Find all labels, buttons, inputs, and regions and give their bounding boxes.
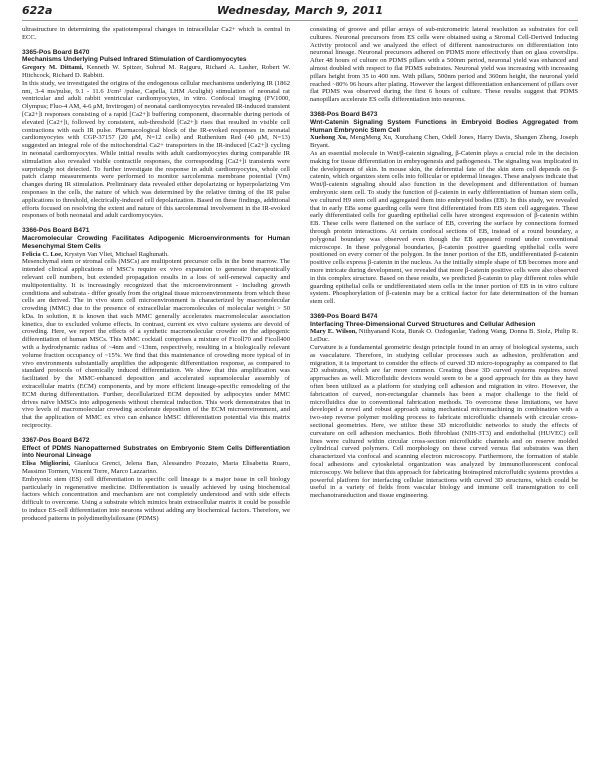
other-authors: Kenneth W. Spitzer, Suhrud M. Rajguru, Richard A. Lasher, Robert W. Hitchcock, Richard D. Rabbitt. (22, 64, 290, 79)
abstract-id: 3366-Pos Board B471 (22, 227, 90, 235)
other-authors: MengMeng Xu, Xunzhang Chen, Odell Jones, Harry Davis, Shangen Zheng, Joseph Bryant. (310, 134, 578, 150)
abstract-body: Curvature is a fundamental geometric design principle found in an array of biological systems, such as vasculature. Therefore, in studying cellular processes such as adhesion, proliferation and migration, it is important to consider the effects of curved 3D micro-topography as compared to flat 2D substrates, which are far more common. Creating these 3D curved systems requires novel approaches as well. Microfluidic devices would seem to be a good approach for this as they have often been utilized as a platform for studying cell adhesion and migration in vitro. However, the fabrication of curved, non-rectangular channels has been a major challenge to the field of microfluidics due to conventional fabrication methods. To overcome these limitations, we have developed a novel and robust approach using mechanical micromachining in combination with a two-step reverse polymer molding process to fabricate microfluidic channels with circular cross-sectional geometries. Here, we utilize these 3D microfluidic networks to study the effects of curvature on cell adhesion mechanics. Both fibroblast (NIH-3T3) and endothelial (HUVEC) cell lines were cultured within circular cross-section microfluidic channels and on reserve molded cylindrical curved polymers. Cell morphology on these curved versus flat substrates was then characterized via confocal and scanning electron microscopy. Furthermore, the formation of stable focal adhesions and cytoskeletal organization was analyzed by immunofluorescent confocal microscopy. We believe that this approach for fabricating bioinspired microfluidic systems provides a powerful platform for interfacing cellular interactions with curved 3D structures, which could be useful in a variety of fields from vascular biology and immune cell transmigration to cell mechanotransduction and tissue engineering. (310, 344, 578, 500)
abstract-id: 3368-Pos Board B473 (310, 110, 378, 118)
abstract-title: Mechanisms Underlying Pulsed Infrared Stimulation of Cardiomyocytes (22, 56, 247, 64)
abstract-title: Macromolecular Crowding Facilitates Adipogenic Microenvironments for Human Mesenchymal Stem Cells (22, 234, 290, 250)
abstract-3367 (22, 437, 290, 523)
abstract-id: 3365-Pos Board B470 (22, 48, 90, 56)
abstract-body: As an essential molecule in Wnt/β-catenin signaling, β-Catenin plays a crucial role in the decision making for tissue differentiation in embryogenesis and pathogenesis. The signaling was implicated in the development of skin. In mouse skin, the deferential fate of the skin stem cell depends on β-catenin, which organizes stem cells into follicular or epidermal lineages. These analyses indicate that Wnt/β-catenin signaling should also function in the development and differentiation of human embryonic stem cell. To study the function of β-catenin in early differentiation of human stem cells, we cultured H9 stem cell and aggregated them into embryoid bodies (EB). In this study, we revealed that in early EBs some guarding cells were first differentiated from EB stem cell aggregates. These early differentiated cells for guarding epithelial cells have strongest expression of β-catenin within EB. These cells were flattened on the surface of EB, covering the surface by connections formed through protein interactions. At certain confocal sections of EB, instead of a round boundary, a polygonal boundary was observed even though the EB appeared round under conventional microscope. In these polygonal boundaries, β-catenin positive guarding epithelial cells were positioned on every corner of the polygon. In the inner portion of the EB, undifferentiated β-catenin positive cells express β-catenin in the nucleus. As the initially simple shape of EB becomes more and more intricate during development, we revealed that more β-catenin positive cells were also observed in this complex structure. Based on these results, we predicted β-catenin to play different roles while guarding epithelial cells or undifferentiated stem cells in the inner portion of EB in in vitro culture system. Phosphorylation of β-catenin may be a critical factor for fate determination of the human stem cell. (310, 149, 578, 306)
header-date: Wednesday, March 9, 2011 (216, 4, 384, 17)
abstract-title: Wnt-Catenin Signaling System Functions in Embryoid Bodies Aggregated from Human Embryonic Stem Cell (310, 118, 578, 134)
left-intro-text: ultrastructure in determining the spatiotemporal changes in intracellular Ca2+ which is central in ECC. (22, 26, 290, 41)
abstract-authors (22, 64, 290, 80)
first-author: Xuehong Xu, (310, 134, 348, 142)
right-intro-text: consisting of groove and pillar arrays of sub-micrometric lateral resolution as substrates for cell cultures. Neuronal precursors from ES cells were obtained using a Stromal Cell-Derived Inducing Activity protocol and we analyzed the effect of different nanostructures on differentiation into neuronal lineage. Neuronal precursors adhered on PDMS more effectively than on glass coverslips. After 48 hours of culture on PDMS pillars with a 500nm period, neuronal yield was enhanced and almost doubled with respect to flat PDMS substrates. Neuronal yield was increasing with increasing pillars height from 35 to 400 nm. With pillars, 500nm period and 360nm height, the neuronal yield reached ~80% 96 hours after plating. However the largest differentiation enhancement of pillars over flat PDMS was observed during the first 6 hours of culture. These results suggest that PDMS nanopillars accelerate ES cells differentiation into neurons. (310, 26, 578, 104)
abstract-3369 (310, 313, 578, 500)
abstract-title: Interfacing Three-Dimensional Curved Structures and Cellular Adhesion (310, 320, 536, 328)
abstract-id: 3369-Pos Board B474 (310, 312, 378, 320)
first-author: Gregory M. Dittami, (22, 64, 84, 72)
abstract-id: 3367-Pos Board B472 (22, 436, 90, 444)
other-authors: Nithyanand Kota, Burak O. Ozdoganlar, Yadong Wang, Donna B. Stolz, Philip R. LeDuc. (310, 328, 578, 344)
abstract-body: Mesenchymal stem or stromal cells (MSCs) are multipotent precursor cells in the bone marrow. The intended clinical applications of MSC's require ex vivo expansion to generate therapeutically relevant cell numbers, but extended propagation results in a loss of self-renewal capacity and multipotentiality. It is increasingly recognized that the microenvironment - including growth conditions and substrata - differ greatly from the original tissue microenvironments from which these cells are derived. The in vivo stem cell microenvironment is characterized by macromolecular crowding (MMC) due to the presence of extracellular macromolecules of molecular weight > 50 kDa. In solution, it is known that such MMC generally accelerates macromolecular association kinetics, due to excluded volume effects. In contrast, current ex vivo culture systems are devoid of crowding. Here, we report the effects of a synthetic macromolecular crowder on the adipogenic differentiation of human MSCs. This MMC cocktail comprises a mixture of Ficoll70 and Ficoll400 with a hydrodynamic radius of ~4nm and ~13nm, respectively, resulting in a biologically relevant volume fraction occupancy of ~15%. We find that this maintenance of crowding more typical of in vivo environments substantially amplifies the adipogenic differentiation response, as compared to standard protocols of chemically induced differentiation. We show that this amplification was facilitated by the MMC-enhanced deposition and accelerated supramolecular assembly of extracellular matrix (ECM) components, and by more efficient lineage-specific remodeling of the ECM during differentiation. Further, decellularized ECM deposited by adipocytes under MMC drives naïve hMSCs into adipogenesis without chemical induction. This work demonstrates that in vivo levels of macromolecular crowding accelerate deposition of the ECM microenvironment, and that the application of MMC ex vivo can enhance hMSC differentiation potential via this matrix reciprocity. (22, 258, 290, 430)
abstract-authors (310, 134, 578, 150)
abstract-3365 (22, 49, 290, 221)
page-header (22, 4, 578, 21)
first-author: Mary E. Wilson, (310, 328, 357, 336)
abstract-title: Effect of PDMS Nanopatterned Substrates on Embryonic Stem Cells Differentiation into Neuronal Lineage (22, 444, 290, 460)
abstract-authors (22, 460, 290, 476)
other-authors: Gianluca Grenci, Jelena Ban, Alessandro Pozzato, Maria Elisabetta Ruaro, Massimo Tormen, Vincent Torre, Marco Lazzarino. (22, 460, 290, 476)
page-number: 622a (22, 4, 53, 17)
other-authors: Krystyn Van Vliet, Michael Raghunath. (62, 250, 169, 258)
abstract-body: Embryonic stem (ES) cell differentiation in specific cell lineage is a major issue in cell biology particularly in regenerative medicine. Differentiation is usually achieved by using biochemical factors which concentration and mechanism are not completely understood and with side effects difficult to overcome. Using a substrate which mimics brain extracellular matrix it could be possible to induce ES-cell differentiation into neurons without adding any biochemical factors. Therefore, we produced patterns in polydimethylsiloxane (PDMS) (22, 475, 290, 522)
abstract-3366 (22, 227, 290, 430)
abstract-3368 (310, 111, 578, 306)
left-column (22, 26, 290, 774)
first-author: Elisa Migliorini, (22, 460, 71, 468)
abstract-authors (22, 251, 290, 259)
abstract-body: In this study, we investigated the origins of the endogenous cellular mechanisms underlying IR (1862 nm, 3-4 ms/pulse, 9.1 - 11.6 J/cm² /pulse, Capella, LHM Aculight) stimulation of neonatal rat ventricular and adult rabbit ventricular cardiomyocytes, in vitro. Confocal imaging (FV1000, Olympus; Fluo-4 AM, 4-6 μM, Invitrogen) of neonatal cardiomyocytes revealed IR-induced transient [Ca2+]i responses consisting of a rapid [Ca2+]i buffering component, discernable during periods of elevated [Ca2+]i, followed by consistent, sub-threshold [Ca2+]i rises that resulted in visible cell contractions with each IR pulse. Pharmacological block of the IR-evoked responses in neonatal cardiomyocytes with CGP-37157 (20 μM, N=12 cells) and Ruthenium Red (40 μM, N=13) suggested an integral role of the mitochondrial Ca2+ transporters in the IR-induced [Ca2+]i cycling in neonatal cardiomyocytes. While initial results with adult cardiomyocytes during comparable IR stimulation also revealed visible contractile responses, the corresponding [Ca2+]i transients were surprisingly not detected. To further investigate the response in adult cardiomyocytes, whole cell patch clamp measurements were performed to monitor sarcolemma membrane potential (Vm) changes during IR stimulation. Preliminary data revealed either depolarizing or hyperpolarizing Vm responses in the cells, the nature of which was determined by the relative timing of the IR pulse applications to threshold, electrically-induced cell depolarization. Based on these findings, additional efforts focused on resolving the extent and nature of this sarcolemmal involvement in the IR-evoked responses of both neonatal and adult cardiomyocytes. (22, 79, 290, 220)
abstract-authors (310, 328, 578, 344)
right-column (310, 26, 578, 774)
first-author: Felicia C. Loe, (22, 250, 63, 258)
